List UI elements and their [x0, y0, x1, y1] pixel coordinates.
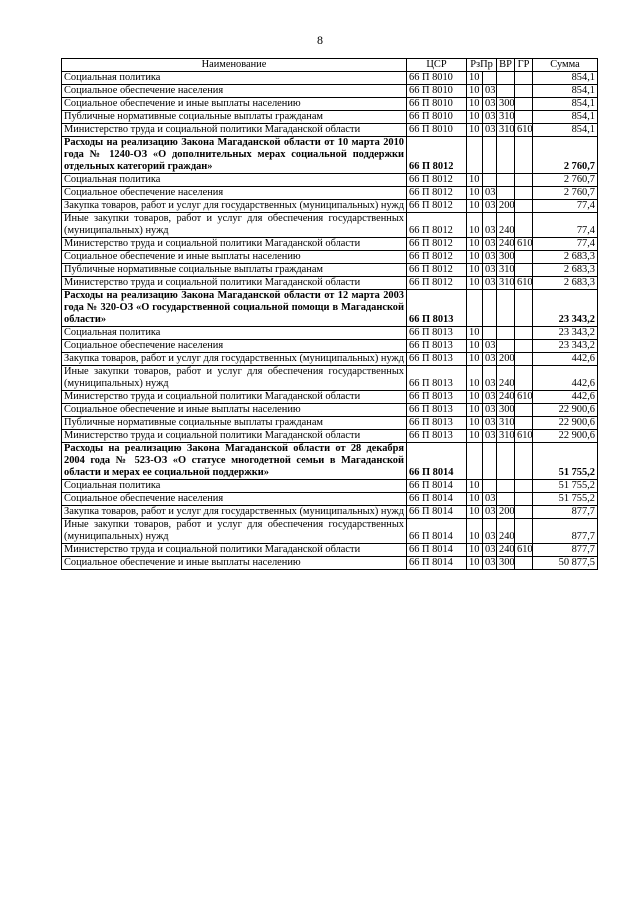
row-sum: 2 683,3: [533, 251, 598, 264]
table-row: [62, 353, 598, 366]
row-csr: 66 П 8013: [407, 417, 467, 430]
row-gr: 610: [515, 391, 533, 404]
row-csr: 66 П 8013: [407, 340, 467, 353]
row-pr: [483, 137, 497, 174]
row-csr: 66 П 8014: [407, 544, 467, 557]
table-row: [62, 519, 598, 544]
row-name: Социальное обеспечение населения: [62, 493, 407, 506]
row-rz: 10: [467, 404, 483, 417]
row-csr: 66 П 8013: [407, 430, 467, 443]
row-rz: 10: [467, 480, 483, 493]
row-rz: 10: [467, 187, 483, 200]
row-name: Министерство труда и социальной политики Магаданской области: [62, 391, 407, 404]
row-vr: 200: [497, 200, 515, 213]
table-row: [62, 544, 598, 557]
row-gr: [515, 340, 533, 353]
row-sum: 442,6: [533, 366, 598, 391]
row-pr: 03: [483, 98, 497, 111]
row-vr: [497, 443, 515, 480]
table-body: [62, 72, 598, 570]
row-csr: 66 П 8013: [407, 353, 467, 366]
row-csr: 66 П 8013: [407, 290, 467, 327]
row-pr: 03: [483, 213, 497, 238]
row-pr: 03: [483, 187, 497, 200]
row-gr: [515, 72, 533, 85]
row-rz: 10: [467, 430, 483, 443]
row-sum: 854,1: [533, 85, 598, 98]
table-row: [62, 98, 598, 111]
row-gr: 610: [515, 124, 533, 137]
row-rz: [467, 443, 483, 480]
table-row: [62, 493, 598, 506]
row-pr: 03: [483, 238, 497, 251]
row-vr: 200: [497, 353, 515, 366]
row-vr: 300: [497, 557, 515, 570]
row-rz: 10: [467, 264, 483, 277]
table-row: [62, 277, 598, 290]
row-sum: 23 343,2: [533, 290, 598, 327]
row-gr: 610: [515, 430, 533, 443]
row-rz: 10: [467, 174, 483, 187]
row-csr: 66 П 8010: [407, 98, 467, 111]
header-sum: Сумма: [533, 59, 598, 72]
row-vr: [497, 340, 515, 353]
row-rz: 10: [467, 200, 483, 213]
row-vr: 240: [497, 544, 515, 557]
row-gr: [515, 404, 533, 417]
row-gr: 610: [515, 277, 533, 290]
row-vr: 310: [497, 277, 515, 290]
row-sum: 854,1: [533, 124, 598, 137]
row-sum: 442,6: [533, 391, 598, 404]
row-gr: [515, 137, 533, 174]
row-rz: 10: [467, 544, 483, 557]
row-gr: [515, 111, 533, 124]
row-name: Министерство труда и социальной политики Магаданской области: [62, 277, 407, 290]
table-row: [62, 340, 598, 353]
row-sum: 50 877,5: [533, 557, 598, 570]
row-sum: 877,7: [533, 544, 598, 557]
row-sum: 23 343,2: [533, 327, 598, 340]
row-gr: [515, 327, 533, 340]
row-sum: 22 900,6: [533, 430, 598, 443]
row-csr: 66 П 8012: [407, 238, 467, 251]
row-rz: 10: [467, 519, 483, 544]
row-pr: 03: [483, 251, 497, 264]
row-name: Публичные нормативные социальные выплаты гражданам: [62, 417, 407, 430]
row-csr: 66 П 8012: [407, 213, 467, 238]
row-sum: 2 760,7: [533, 137, 598, 174]
row-rz: 10: [467, 493, 483, 506]
row-sum: 51 755,2: [533, 493, 598, 506]
row-name: Социальное обеспечение и иные выплаты населению: [62, 404, 407, 417]
row-csr: 66 П 8014: [407, 506, 467, 519]
row-csr: 66 П 8013: [407, 391, 467, 404]
row-gr: [515, 480, 533, 493]
row-rz: 10: [467, 417, 483, 430]
row-vr: 300: [497, 251, 515, 264]
row-sum: 442,6: [533, 353, 598, 366]
row-name: Иные закупки товаров, работ и услуг для обеспечения государственных (муниципальных) нужд: [62, 213, 407, 238]
header-gr: ГР: [515, 59, 533, 72]
row-gr: [515, 174, 533, 187]
row-pr: [483, 443, 497, 480]
table-row: [62, 430, 598, 443]
row-pr: [483, 480, 497, 493]
table-row: [62, 404, 598, 417]
row-pr: 03: [483, 340, 497, 353]
row-csr: 66 П 8014: [407, 493, 467, 506]
row-rz: [467, 137, 483, 174]
table-row: [62, 327, 598, 340]
row-gr: 610: [515, 238, 533, 251]
header-vr: ВР: [497, 59, 515, 72]
row-name: Социальное обеспечение населения: [62, 187, 407, 200]
row-name: Социальное обеспечение и иные выплаты населению: [62, 557, 407, 570]
row-sum: 77,4: [533, 213, 598, 238]
row-vr: [497, 174, 515, 187]
row-rz: 10: [467, 340, 483, 353]
table-row: [62, 391, 598, 404]
row-rz: 10: [467, 213, 483, 238]
row-sum: 22 900,6: [533, 417, 598, 430]
row-vr: 300: [497, 98, 515, 111]
row-gr: [515, 290, 533, 327]
row-name: Социальная политика: [62, 174, 407, 187]
row-sum: 2 760,7: [533, 174, 598, 187]
row-pr: 03: [483, 366, 497, 391]
row-sum: 23 343,2: [533, 340, 598, 353]
row-name: Министерство труда и социальной политики Магаданской области: [62, 238, 407, 251]
row-vr: [497, 85, 515, 98]
row-vr: 200: [497, 506, 515, 519]
row-name: Расходы на реализацию Закона Магаданской области от 12 марта 2003 года № 320-ОЗ «О государственной социальной помощи в Магаданской области»: [62, 290, 407, 327]
row-name: Социальное обеспечение и иные выплаты населению: [62, 98, 407, 111]
row-name: Министерство труда и социальной политики Магаданской области: [62, 544, 407, 557]
row-name: Расходы на реализацию Закона Магаданской области от 28 декабря 2004 года № 523-ОЗ «О статусе многодетной семьи в Магаданской области и мерах ее социальной поддержки»: [62, 443, 407, 480]
row-rz: 10: [467, 124, 483, 137]
row-pr: 03: [483, 277, 497, 290]
row-name: Расходы на реализацию Закона Магаданской области от 10 марта 2010 года № 1240-ОЗ «О дополнительных мерах социальной поддержки отдельных категорий граждан»: [62, 137, 407, 174]
row-pr: 03: [483, 85, 497, 98]
row-sum: 854,1: [533, 72, 598, 85]
row-vr: 240: [497, 366, 515, 391]
row-pr: 03: [483, 430, 497, 443]
row-gr: [515, 85, 533, 98]
row-vr: [497, 327, 515, 340]
row-name: Публичные нормативные социальные выплаты гражданам: [62, 264, 407, 277]
row-csr: 66 П 8013: [407, 404, 467, 417]
table-row: [62, 72, 598, 85]
row-gr: [515, 353, 533, 366]
row-gr: [515, 264, 533, 277]
row-sum: 77,4: [533, 200, 598, 213]
row-gr: [515, 417, 533, 430]
row-pr: [483, 72, 497, 85]
row-csr: 66 П 8014: [407, 557, 467, 570]
row-name: Министерство труда и социальной политики Магаданской области: [62, 430, 407, 443]
row-gr: 610: [515, 544, 533, 557]
row-pr: 03: [483, 264, 497, 277]
row-pr: 03: [483, 544, 497, 557]
row-sum: 877,7: [533, 519, 598, 544]
row-pr: 03: [483, 557, 497, 570]
row-pr: 03: [483, 519, 497, 544]
row-csr: 66 П 8012: [407, 251, 467, 264]
row-name: Иные закупки товаров, работ и услуг для обеспечения государственных (муниципальных) нужд: [62, 366, 407, 391]
table-row: [62, 417, 598, 430]
row-sum: 51 755,2: [533, 480, 598, 493]
table-row: [62, 200, 598, 213]
table-row: [62, 111, 598, 124]
row-sum: 2 760,7: [533, 187, 598, 200]
table-row: [62, 213, 598, 238]
row-csr: 66 П 8010: [407, 111, 467, 124]
row-rz: 10: [467, 72, 483, 85]
row-vr: 310: [497, 264, 515, 277]
row-sum: 854,1: [533, 98, 598, 111]
row-pr: 03: [483, 200, 497, 213]
row-vr: 240: [497, 391, 515, 404]
row-rz: 10: [467, 366, 483, 391]
row-gr: [515, 98, 533, 111]
table-row: [62, 264, 598, 277]
table-row: [62, 238, 598, 251]
row-sum: 854,1: [533, 111, 598, 124]
row-vr: [497, 290, 515, 327]
row-name: Социальное обеспечение населения: [62, 340, 407, 353]
row-gr: [515, 187, 533, 200]
row-csr: 66 П 8012: [407, 137, 467, 174]
table-header-row: [62, 59, 598, 72]
row-vr: 310: [497, 124, 515, 137]
row-gr: [515, 557, 533, 570]
row-csr: 66 П 8010: [407, 85, 467, 98]
row-name: Публичные нормативные социальные выплаты гражданам: [62, 111, 407, 124]
row-pr: [483, 327, 497, 340]
table-row: [62, 251, 598, 264]
table-row: [62, 137, 598, 174]
table-row: [62, 85, 598, 98]
row-gr: [515, 200, 533, 213]
row-vr: [497, 137, 515, 174]
row-csr: 66 П 8012: [407, 200, 467, 213]
row-rz: 10: [467, 277, 483, 290]
row-pr: 03: [483, 124, 497, 137]
row-name: Закупка товаров, работ и услуг для государственных (муниципальных) нужд: [62, 200, 407, 213]
row-name: Социальная политика: [62, 327, 407, 340]
row-name: Социальная политика: [62, 480, 407, 493]
row-rz: 10: [467, 506, 483, 519]
row-name: Закупка товаров, работ и услуг для государственных (муниципальных) нужд: [62, 506, 407, 519]
row-sum: 51 755,2: [533, 443, 598, 480]
row-rz: 10: [467, 111, 483, 124]
row-name: Министерство труда и социальной политики Магаданской области: [62, 124, 407, 137]
row-csr: 66 П 8012: [407, 174, 467, 187]
budget-table: [61, 58, 598, 570]
row-name: Социальное обеспечение населения: [62, 85, 407, 98]
row-pr: 03: [483, 493, 497, 506]
header-name: Наименование: [62, 59, 407, 72]
row-vr: [497, 480, 515, 493]
row-name: Социальная политика: [62, 72, 407, 85]
row-csr: 66 П 8012: [407, 187, 467, 200]
row-csr: 66 П 8010: [407, 72, 467, 85]
row-vr: 310: [497, 417, 515, 430]
row-gr: [515, 251, 533, 264]
row-rz: 10: [467, 85, 483, 98]
row-csr: 66 П 8014: [407, 519, 467, 544]
row-gr: [515, 493, 533, 506]
row-vr: [497, 187, 515, 200]
row-rz: 10: [467, 557, 483, 570]
row-rz: 10: [467, 327, 483, 340]
row-sum: 2 683,3: [533, 277, 598, 290]
row-pr: 03: [483, 353, 497, 366]
row-sum: 22 900,6: [533, 404, 598, 417]
row-csr: 66 П 8014: [407, 443, 467, 480]
row-vr: 300: [497, 404, 515, 417]
row-sum: 877,7: [533, 506, 598, 519]
row-vr: [497, 72, 515, 85]
row-csr: 66 П 8013: [407, 327, 467, 340]
row-csr: 66 П 8013: [407, 366, 467, 391]
table-row: [62, 187, 598, 200]
row-csr: 66 П 8010: [407, 124, 467, 137]
row-rz: 10: [467, 353, 483, 366]
table-row: [62, 366, 598, 391]
row-name: Социальное обеспечение и иные выплаты населению: [62, 251, 407, 264]
header-rzpr: РзПр: [467, 59, 497, 72]
table-row: [62, 443, 598, 480]
header-csr: ЦСР: [407, 59, 467, 72]
table-row: [62, 557, 598, 570]
row-sum: 77,4: [533, 238, 598, 251]
row-pr: 03: [483, 111, 497, 124]
row-pr: [483, 174, 497, 187]
row-pr: 03: [483, 417, 497, 430]
row-gr: [515, 506, 533, 519]
row-vr: 240: [497, 213, 515, 238]
row-rz: 10: [467, 251, 483, 264]
row-gr: [515, 519, 533, 544]
row-rz: 10: [467, 391, 483, 404]
row-name: Иные закупки товаров, работ и услуг для обеспечения государственных (муниципальных) нужд: [62, 519, 407, 544]
row-pr: [483, 290, 497, 327]
row-pr: 03: [483, 391, 497, 404]
table-row: [62, 506, 598, 519]
row-gr: [515, 213, 533, 238]
row-csr: 66 П 8014: [407, 480, 467, 493]
row-vr: 240: [497, 519, 515, 544]
row-rz: [467, 290, 483, 327]
table-row: [62, 124, 598, 137]
page-number: 8: [317, 33, 323, 47]
row-rz: 10: [467, 238, 483, 251]
row-gr: [515, 366, 533, 391]
row-vr: 310: [497, 430, 515, 443]
row-gr: [515, 443, 533, 480]
row-vr: 240: [497, 238, 515, 251]
row-csr: 66 П 8012: [407, 277, 467, 290]
table-row: [62, 480, 598, 493]
row-rz: 10: [467, 98, 483, 111]
row-name: Закупка товаров, работ и услуг для государственных (муниципальных) нужд: [62, 353, 407, 366]
row-pr: 03: [483, 506, 497, 519]
table-row: [62, 290, 598, 327]
row-vr: 310: [497, 111, 515, 124]
row-sum: 2 683,3: [533, 264, 598, 277]
row-csr: 66 П 8012: [407, 264, 467, 277]
row-pr: 03: [483, 404, 497, 417]
row-vr: [497, 493, 515, 506]
table-row: [62, 174, 598, 187]
